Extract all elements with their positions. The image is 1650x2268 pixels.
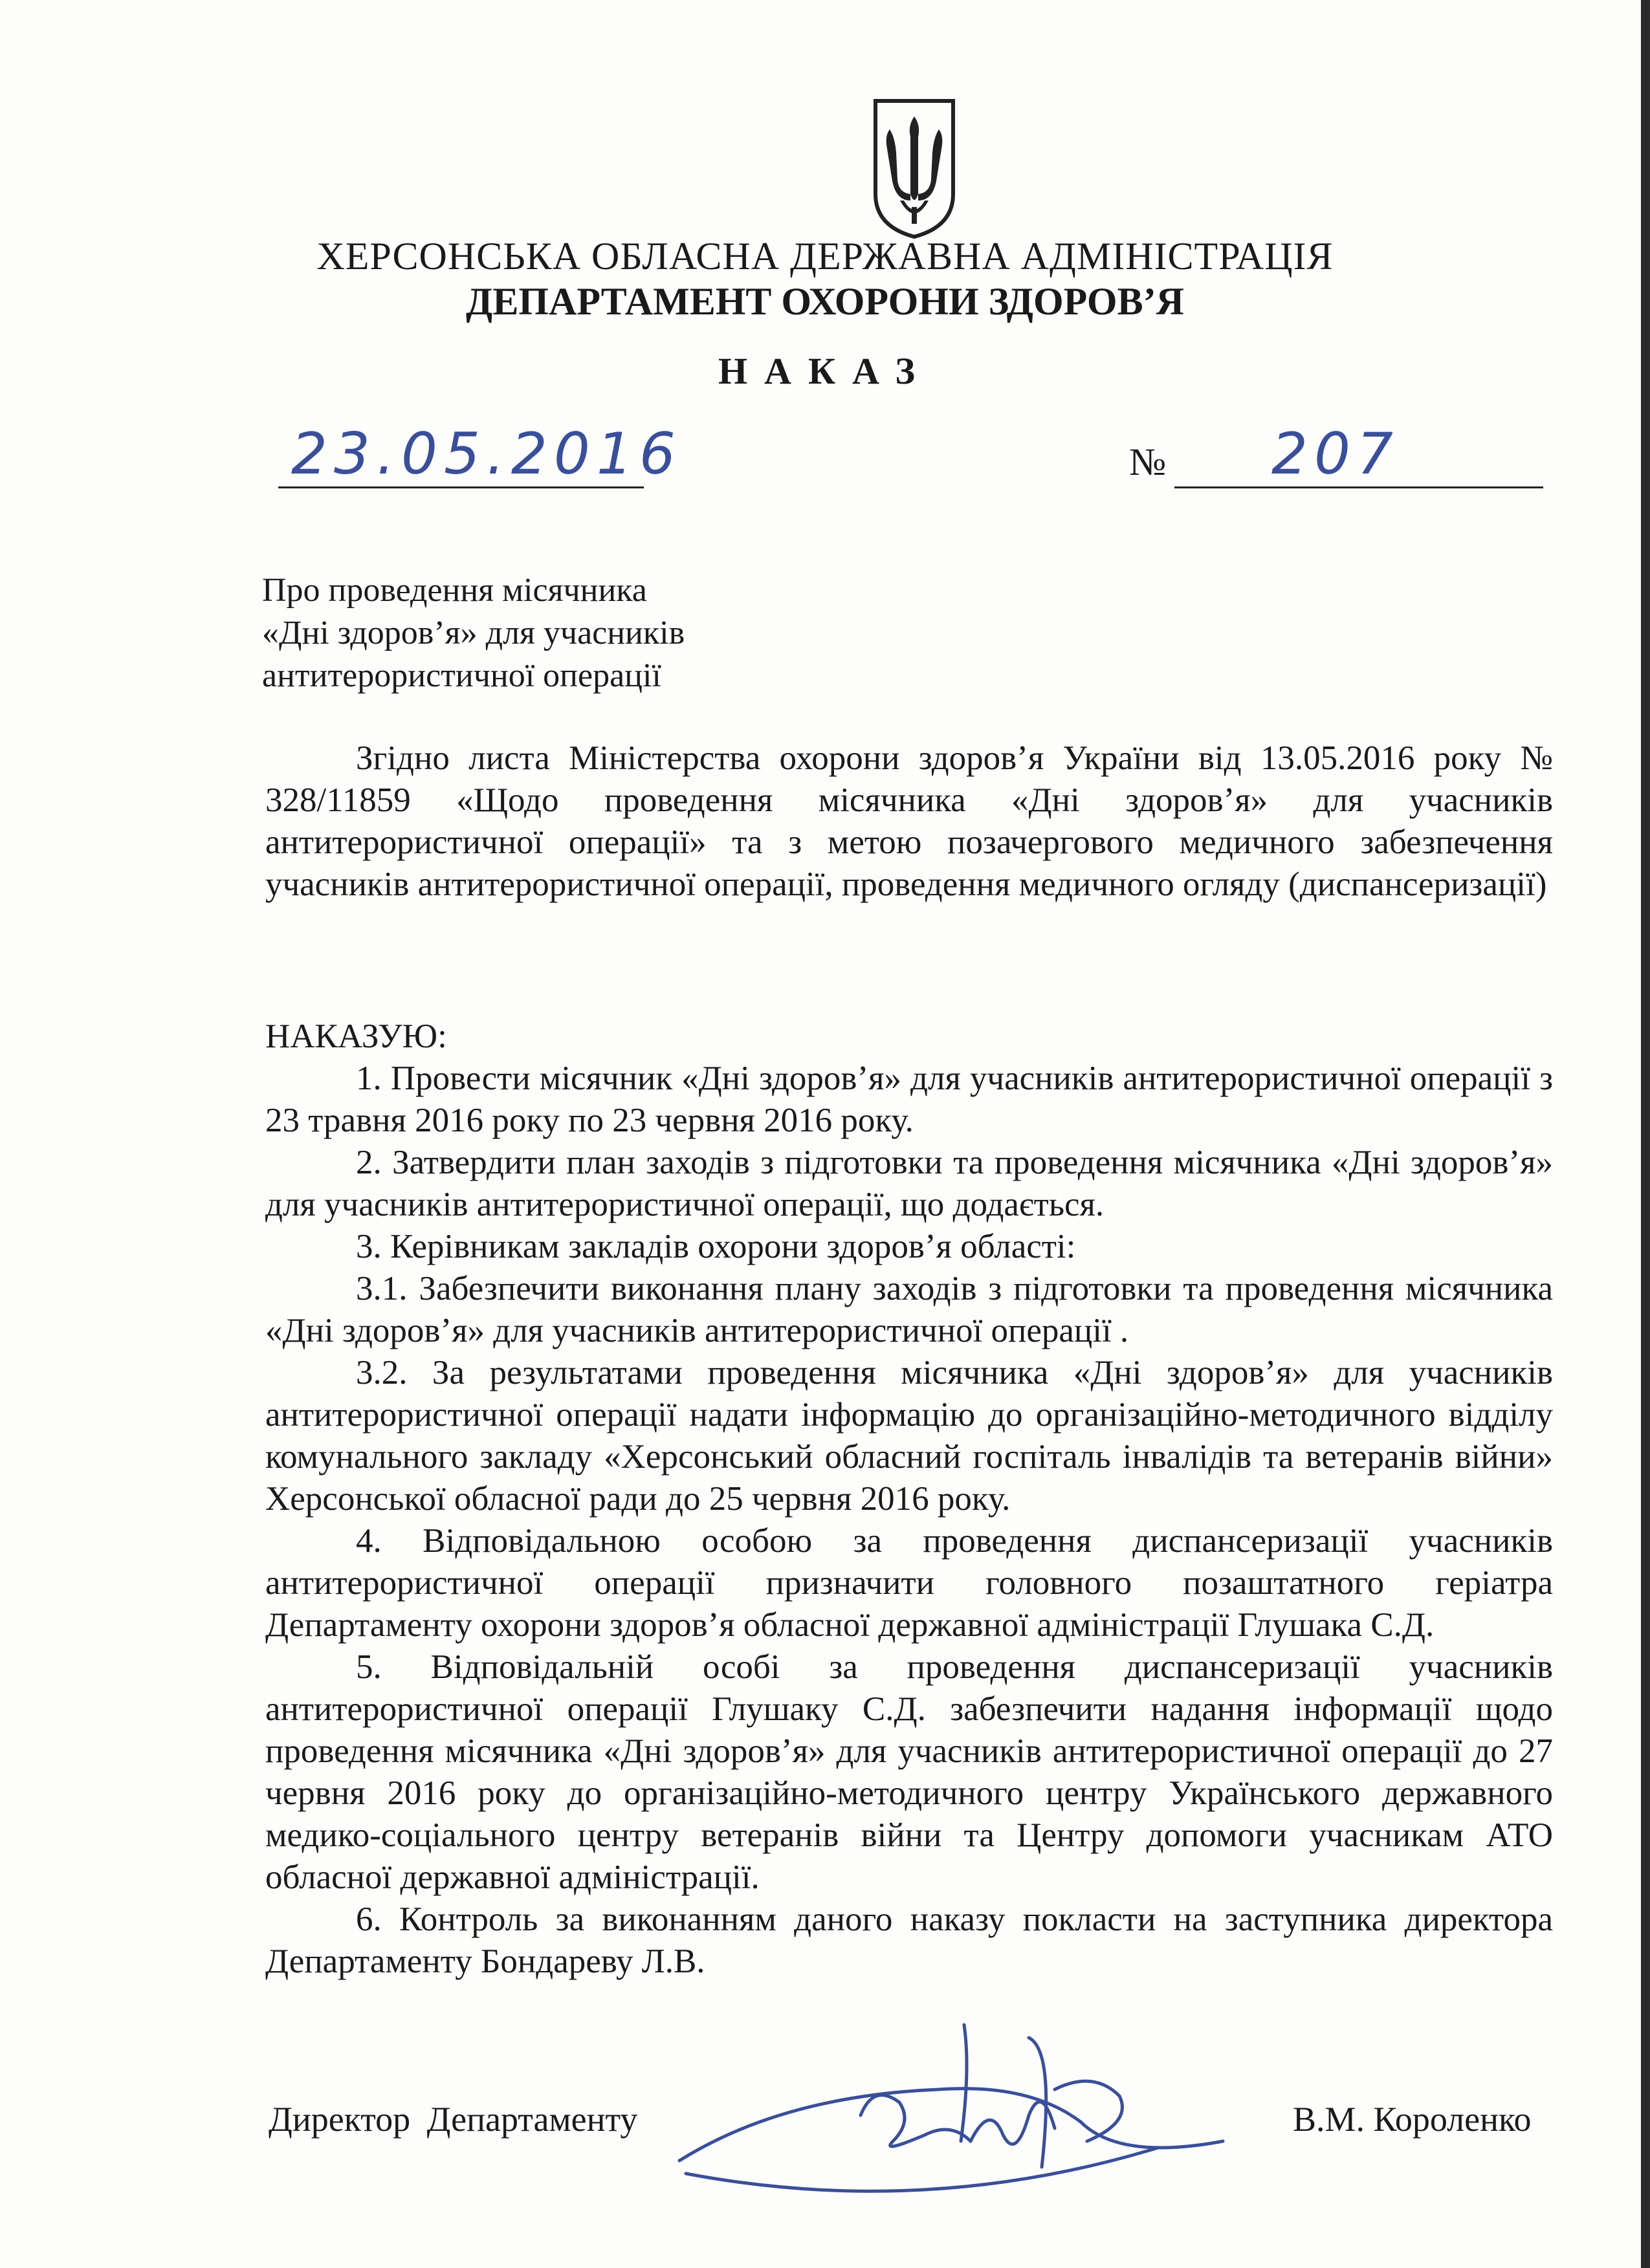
order-item: 6. Контроль за виконанням даного наказу покласти на заступника директора Департаменту Бондареву Л.В. (265, 1901, 1553, 1980)
order-subject (262, 569, 685, 697)
order-item: 3.1. Забезпечити виконання плану заходів з підготовки та проведення місячника «Дні здоров’я» для учасників антитерористичної операції . (265, 1270, 1553, 1349)
signatory-title: Директор Департаменту (269, 2100, 638, 2139)
signatory-name: В.М. Короленко (1293, 2100, 1532, 2139)
number-field (1174, 420, 1543, 488)
order-item: 1. Провести місячник «Дні здоров’я» для учасників антитерористичної операції з 23 травня 2016 року по 23 червня 2016 року. (265, 1060, 1553, 1139)
handwritten-number: 207 (1271, 420, 1400, 487)
number-underline (1174, 486, 1543, 488)
date-underline (278, 486, 644, 488)
order-item: 2. Затвердити план заходів з підготовки та проведення місячника «Дні здоров’я» для учасників антитерористичної операції, що додається. (265, 1144, 1553, 1223)
number-label: № (1129, 441, 1167, 483)
date-field (278, 420, 682, 488)
order-item: 5. Відповідальній особі за проведення диспансеризації учасників антитерористичної операції Глушаку С.Д. забезпечити надання інформації щодо проведення місячника «Дні здоров’я» для учасників антитерористичної операції до 27 червня 2016 року до організаційно-методичного центру Українського державного медико-соціального центру ветеранів війни та Центру допомоги учасникам АТО обласної державної адміністрації. (265, 1648, 1553, 1896)
handwritten-date: 23.05.2016 (291, 420, 682, 487)
administration-title: ХЕРСОНСЬКА ОБЛАСНА ДЕРЖАВНА АДМІНІСТРАЦІЯ (316, 235, 1334, 278)
coat-of-arms-icon (870, 97, 958, 241)
preamble: Згідно листа Міністерства охорони здоров’я України від 13.05.2016 року № 328/11859 «Щодо проведення місячника «Дні здоров’я» для учасників антитерористичної операції» та з метою позачергового медичного забезпечення учасників антитерористичної операції, проведення медичного огляду (диспансеризації) (265, 739, 1553, 903)
subject-line: Про проведення місячника (262, 572, 647, 609)
order-item: 3.2. За результатами проведення місячника «Дні здоров’я» для учасників антитерористичної операції надати інформацію до організаційно-методичного відділу комунального закладу «Херсонський обласний госпіталь інвалідів та ветеранів війни» Херсонської обласної ради до 25 червня 2016 року. (265, 1354, 1553, 1518)
order-item: 3. Керівникам закладів охорони здоров’я області: (356, 1228, 1076, 1265)
department-title: ДЕПАРТАМЕНТ ОХОРОНИ ЗДОРОВ’Я (466, 280, 1184, 323)
scan-edge (1641, 0, 1650, 2268)
subject-line: «Дні здоров’я» для учасників (262, 615, 685, 651)
order-item: 4. Відповідальною особою за проведення диспансеризації учасників антитерористичної операції призначити головного позаштатного геріатра Департаменту охорони здоров’я обласної державної адміністрації Глушака С.Д. (265, 1522, 1553, 1644)
order-word: НАКАЗУЮ: (265, 1018, 447, 1055)
subject-line: антитерористичної операції (262, 657, 661, 694)
signature-block (0, 2099, 1650, 2164)
document-type: НАКАЗ (718, 350, 932, 392)
